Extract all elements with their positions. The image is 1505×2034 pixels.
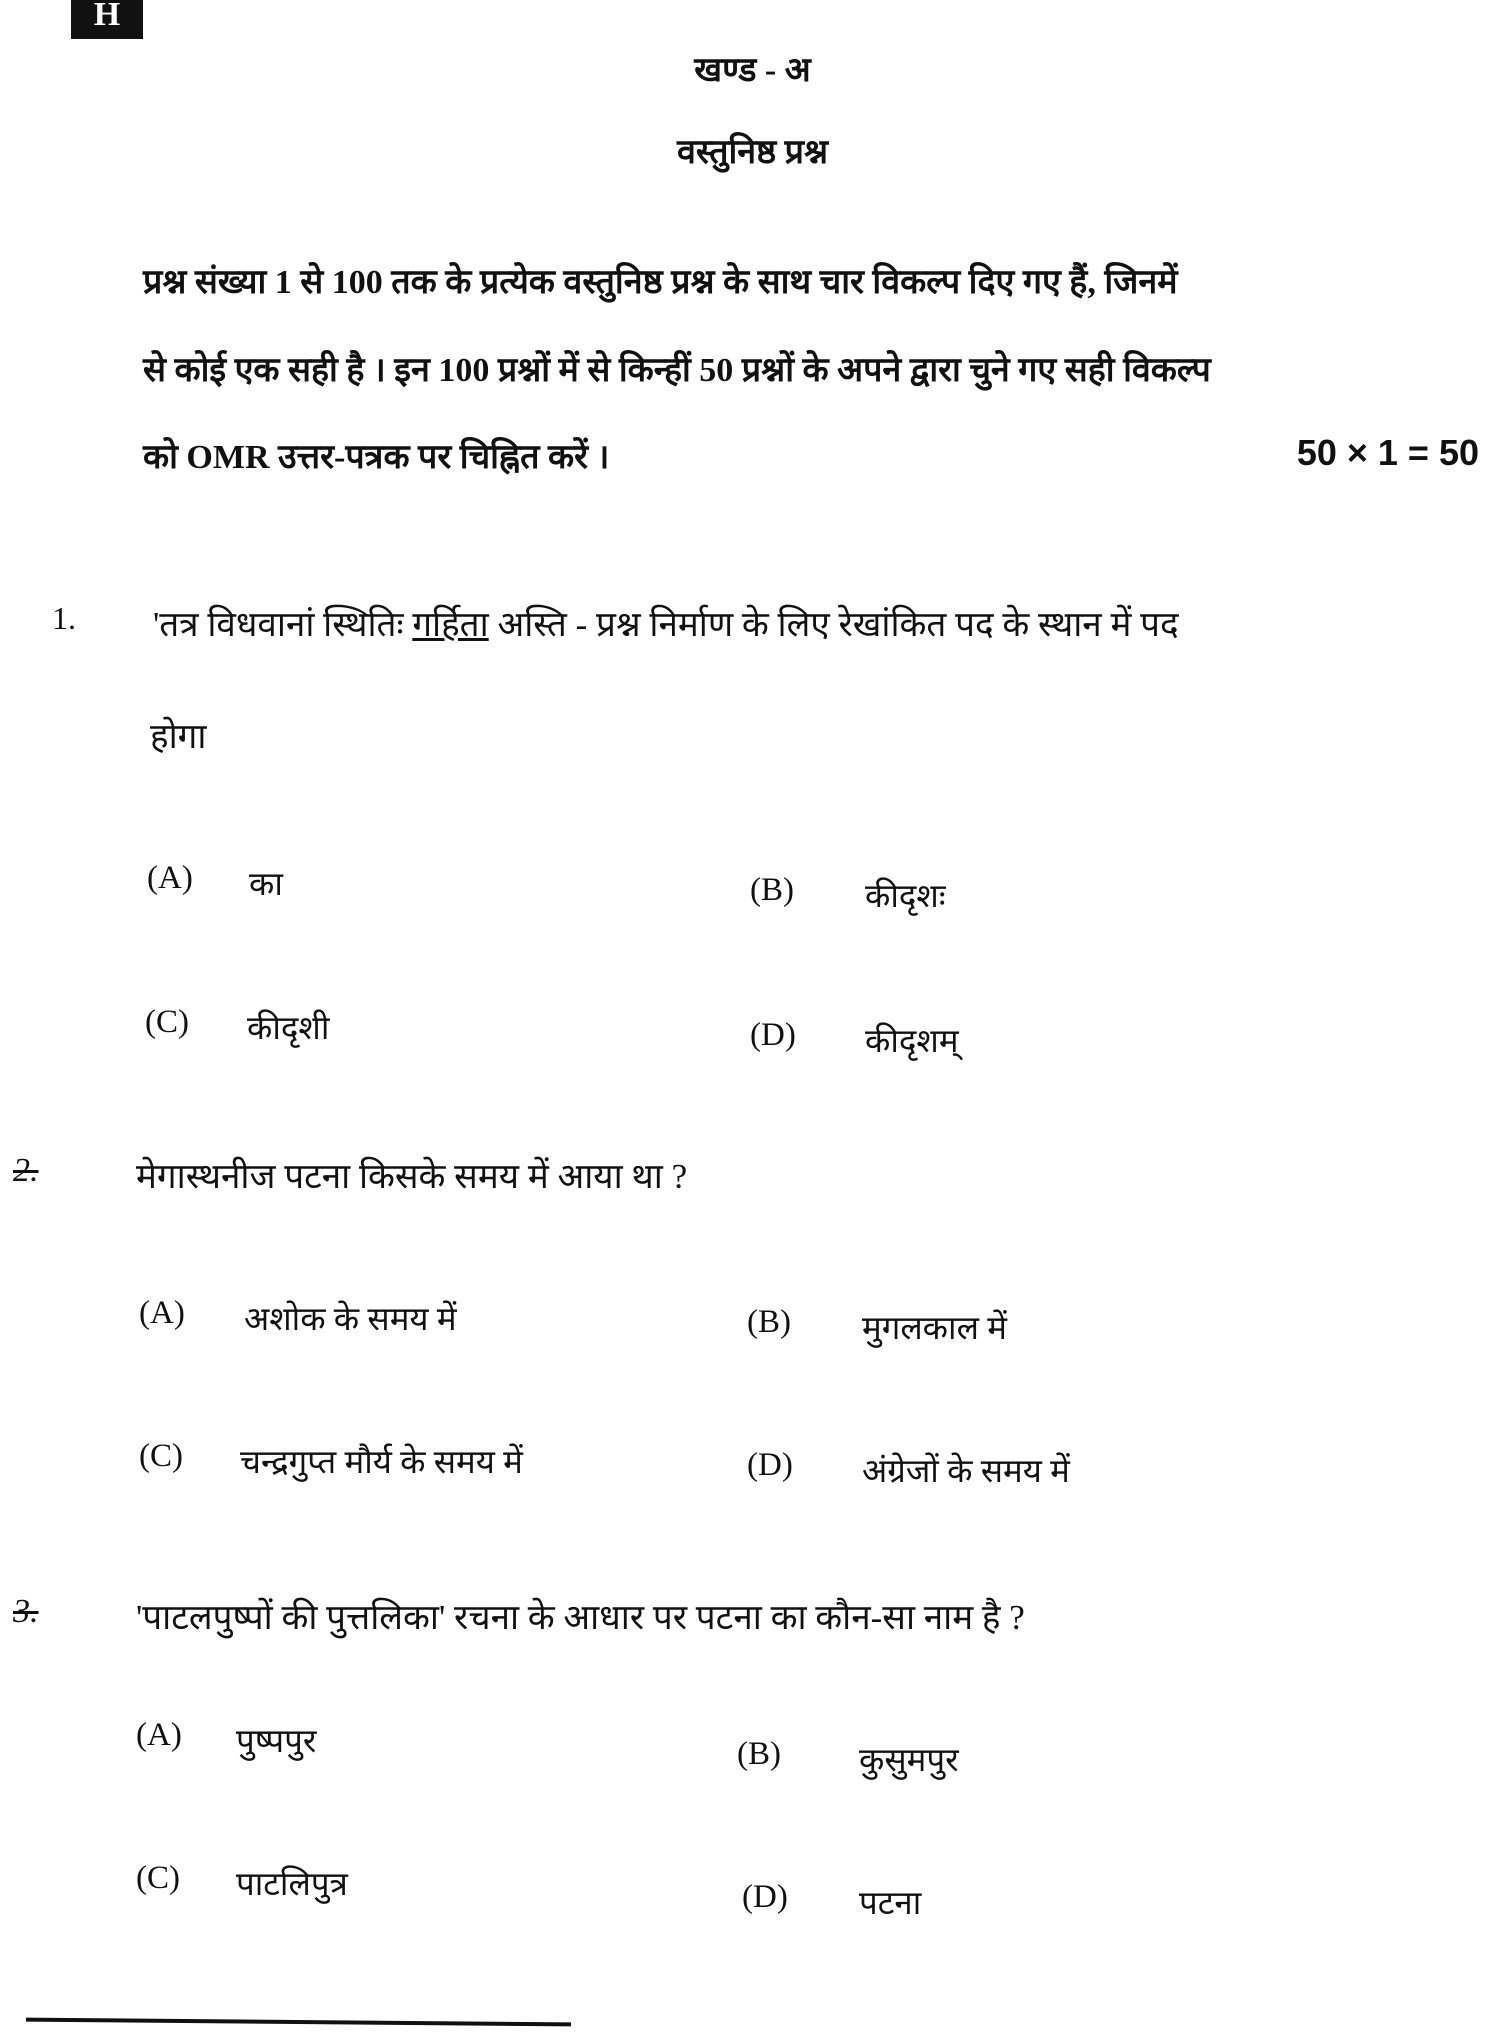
option-label: (D) <box>747 1447 793 1483</box>
option-text: कीदृशी <box>247 1011 330 1047</box>
underlined-word: गर्हिता <box>412 605 489 644</box>
instruction-line: से कोई एक सही है । इन 100 प्रश्नों में से किन्हीं 50 प्रश्नों के अपने द्वारा चुने गए सही विकल्प <box>143 352 1211 389</box>
option-text: अंग्रेजों के समय में <box>862 1454 1070 1490</box>
question-text: 'पाटलपुष्पों की पुत्तलिका' रचना के आधार पर पटना का कौन-सा नाम है ? <box>136 1598 1025 1637</box>
instruction-line: को OMR उत्तर-पत्रक पर चिह्नित करें । <box>143 439 610 476</box>
option-label: (A) <box>147 860 193 896</box>
question-text-line2: होगा <box>150 717 207 756</box>
question-number: 2. <box>13 1152 39 1189</box>
section-subtitle: वस्तुनिष्ठ प्रश्न <box>676 134 829 171</box>
option-text: कीदृशम् <box>865 1024 959 1060</box>
option-text: अशोक के समय में <box>244 1302 457 1338</box>
option-label: (C) <box>145 1004 189 1040</box>
option-label: (A) <box>136 1717 182 1753</box>
option-text: चन्द्रगुप्त मौर्य के समय में <box>240 1445 523 1481</box>
question-number: 3. <box>13 1593 39 1630</box>
option-text: का <box>249 867 283 903</box>
question-text-part: अस्ति - प्रश्न निर्माण के लिए रेखांकित पद के स्थान में पद <box>488 605 1179 644</box>
option-text: पाटलिपुत्र <box>236 1867 348 1903</box>
option-label: (D) <box>750 1017 796 1053</box>
section-title: खण्ड - अ <box>694 52 811 89</box>
option-label: (C) <box>136 1860 180 1896</box>
option-text: पुष्पपुर <box>236 1724 317 1760</box>
option-text: मुगलकाल में <box>862 1311 1007 1347</box>
question-text <box>153 600 1179 647</box>
question-text: मेगास्थनीज पटना किसके समय में आया था ? <box>136 1157 688 1196</box>
option-label: (A) <box>139 1295 185 1331</box>
marks-scheme: 50 × 1 = 50 <box>1296 432 1479 473</box>
question-text-part: 'तत्र विधवानां स्थितिः <box>153 605 413 644</box>
footer-rule <box>26 2018 571 2027</box>
option-label: (B) <box>747 1304 791 1340</box>
option-text: कुसुमपुर <box>859 1743 959 1779</box>
set-badge: H <box>71 0 143 39</box>
question-number: 1. <box>52 600 76 636</box>
option-text: कीदृशः <box>865 879 946 915</box>
option-label: (D) <box>742 1879 788 1915</box>
option-label: (B) <box>737 1736 781 1772</box>
option-label: (C) <box>139 1438 183 1474</box>
option-text: पटना <box>859 1886 922 1922</box>
instruction-line: प्रश्न संख्या 1 से 100 तक के प्रत्येक वस्तुनिष्ठ प्रश्न के साथ चार विकल्प दिए गए हैं, जिनमें <box>143 264 1178 301</box>
option-label: (B) <box>750 872 794 908</box>
